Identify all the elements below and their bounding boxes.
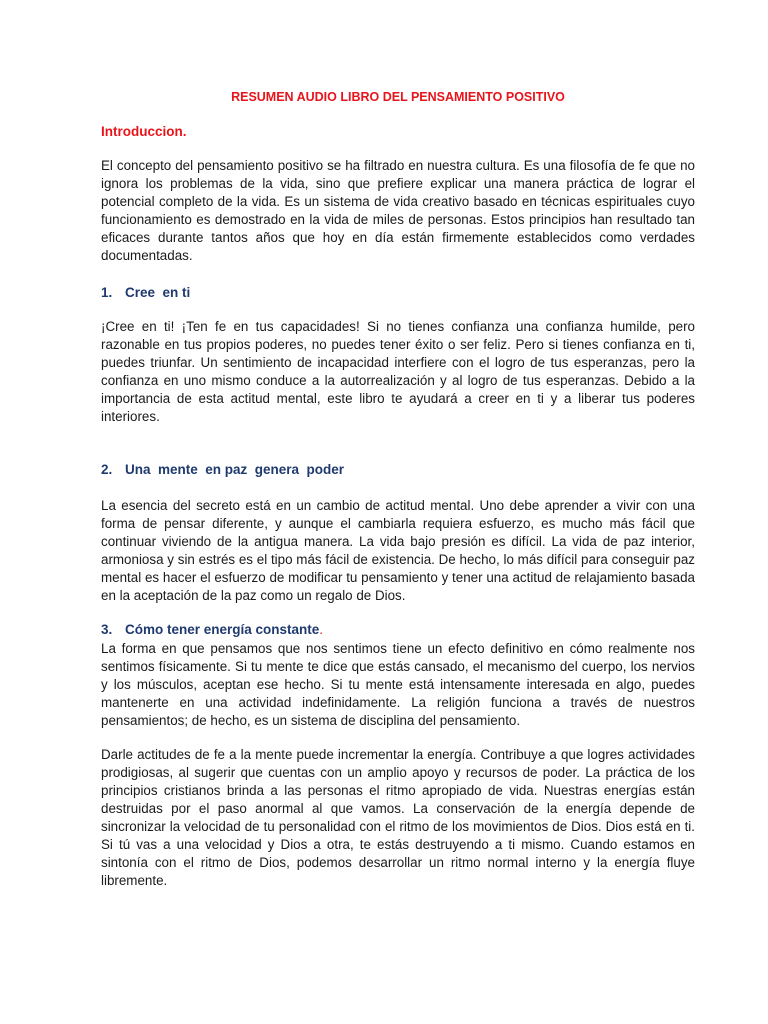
section-3-paragraph-1: La forma en que pensamos que nos sentimos tiene un efecto definitivo en cómo realmente nos sentimos físicamente. Si tu mente te dice que estás cansado, el mecanismo del cuerpo, los nervios y los músculos, aceptan ese hecho. Si tu mente está intensamente interesada en algo, puedes mantenerte en una actividad indefinidamente. La religión funciona a través de nuestros pensamientos; de hecho, es un sistema de disciplina del pensamiento. [101, 641, 695, 728]
section-2-paragraph: La esencia del secreto está en un cambio de actitud mental. Uno debe aprender a vivir con una forma de pensar diferente, y aunque el cambiarla requiera esfuerzo, es mucho más fácil que continuar viviendo de la antigua manera. La vida bajo presión es difícil. La vida de paz interior, armoniosa y sin estrés es el tipo más fácil de existencia. De hecho, lo más difícil para conseguir paz mental es hacer el esfuerzo de modificar tu pensamiento y tener una actitud de relajamiento basada en la aceptación de la paz como un regalo de Dios. [101, 498, 695, 603]
section-2-number: 2. [101, 462, 113, 477]
intro-paragraph: El concepto del pensamiento positivo se ha filtrado en nuestra cultura. Es una filosofía de fe que no ignora los problemas de la vida, sino que prefiere explicar una manera práctica de lograr el potencial completo de la vida. Es un sistema de vida creativo basado en técnicas espirituales cuyo funcionamiento es demostrado en la vida de miles de personas. Estos principios han resultado tan eficaces durante tantos años que hoy en día están firmemente establecidos como verdades documentadas. [101, 158, 695, 263]
intro-heading: Introduccion. [101, 124, 187, 139]
section-3-number: 3. [101, 622, 113, 637]
section-2-title: Una mente en paz genera poder [125, 462, 345, 477]
section-1-number: 1. [101, 285, 113, 300]
section-2-heading [101, 462, 344, 477]
section-3-title: Cómo tener energía constante [125, 622, 320, 637]
section-1-heading [101, 285, 190, 300]
section-1-paragraph: ¡Cree en ti! ¡Ten fe en tus capacidades! Si no tienes confianza una confianza humilde, pero razonable en tus propios poderes, no puedes tener éxito o ser feliz. Pero si tienes confianza en ti, puedes triunfar. Un sentimiento de incapacidad interfiere con el logro de tus esperanzas, pero la confianza en uno mismo conduce a la autorrealización y al logro de tus esperanzas. Debido a la importancia de esta actitud mental, este libro te ayudará a creer en ti y a liberar tus poderes interiores. [101, 319, 695, 424]
document-title: RESUMEN AUDIO LIBRO DEL PENSAMIENTO POSITIVO [231, 90, 565, 104]
section-3-heading [101, 622, 323, 637]
document-page [101, 0, 695, 1024]
section-3-paragraph-2: Darle actitudes de fe a la mente puede incrementar la energía. Contribuye a que logres actividades prodigiosas, al sugerir que cuentas con un amplio apoyo y recursos de poder. La práctica de los principios cristianos brinda a las personas el ritmo apropiado de vida. Nuestras energías están destruidas por el paso anormal al que vamos. La conservación de la energía depende de sincronizar la velocidad de tu personalidad con el ritmo de los movimientos de Dios. Dios está en ti. Si tú vas a una velocidad y Dios a otra, te estás destruyendo a ti mismo. Cuando estamos en sintonía con el ritmo de Dios, podemos desarrollar un ritmo normal interno y la energía fluye libremente. [101, 747, 695, 888]
section-3-heading-period: . [319, 622, 324, 637]
section-1-title: Cree en ti [125, 285, 191, 300]
